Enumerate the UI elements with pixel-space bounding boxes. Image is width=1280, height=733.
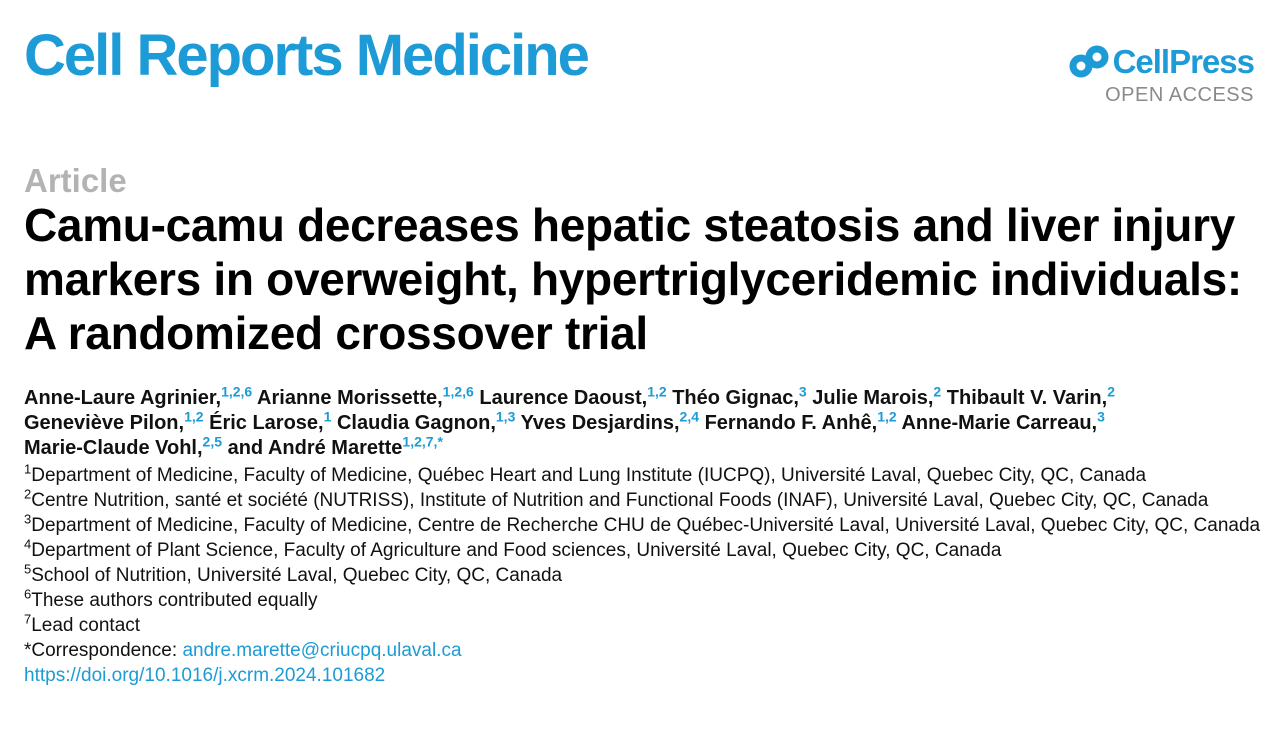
affiliation-number: 2 xyxy=(24,486,32,502)
affiliation-text: School of Nutrition, Université Laval, Quebec City, QC, Canada xyxy=(31,565,563,586)
author-name-text: Marie-Claude Vohl, xyxy=(24,437,203,459)
author-affiliation-marker[interactable]: 2,4 xyxy=(679,408,700,425)
author-affiliation-marker[interactable]: 1,2,7,* xyxy=(402,433,443,450)
affiliation-text: Centre Nutrition, santé et société (NUTRISS), Institute of Nutrition and Functional Foods (INAF), Université Laval, Quebec City, QC, Canada xyxy=(31,490,1209,511)
correspondence-email-link[interactable]: andre.marette@criucpq.ulaval.ca xyxy=(182,640,462,661)
author-affiliation-marker[interactable]: 1,2,6 xyxy=(221,383,253,400)
affiliation-item xyxy=(24,588,1264,613)
affiliation-number: 6 xyxy=(24,586,32,602)
author-name-text: Anne-Marie Carreau, xyxy=(901,412,1098,434)
author-affiliation-marker[interactable]: 3 xyxy=(798,383,807,400)
author-name-text: Théo Gignac, xyxy=(672,387,799,409)
open-access-label: OPEN ACCESS xyxy=(1105,84,1254,106)
affiliation-item xyxy=(24,613,1264,638)
author-name xyxy=(812,383,942,409)
author-name-text: Éric Larose, xyxy=(209,412,324,434)
article-title: Camu-camu decreases hepatic steatosis and liver injury markers in overweight, hypertriglyceridemic individuals: A randomized crossover trial xyxy=(24,199,1242,359)
affiliation-text: Department of Medicine, Faculty of Medicine, Québec Heart and Lung Institute (IUCPQ), Université Laval, Quebec City, QC, Canada xyxy=(31,465,1147,486)
author-affiliation-marker[interactable]: 1,3 xyxy=(495,408,516,425)
author-affiliation-marker[interactable]: 1,2,6 xyxy=(442,383,474,400)
author-name xyxy=(24,408,204,434)
cellpress-logo-icon xyxy=(1069,44,1113,80)
affiliation-item xyxy=(24,463,1264,488)
author-name xyxy=(227,433,443,459)
author-name xyxy=(209,408,332,434)
author-affiliation-marker[interactable]: 1,2 xyxy=(877,408,897,425)
publisher-block xyxy=(1044,42,1254,112)
affiliation-number: 3 xyxy=(24,511,32,527)
correspondence xyxy=(24,638,1264,663)
article-type: Article xyxy=(24,162,127,199)
author-name-text: Geneviève Pilon, xyxy=(24,412,185,434)
author-name-text: Claudia Gagnon, xyxy=(336,412,496,434)
author-affiliation-marker[interactable]: 1 xyxy=(323,408,332,425)
publisher-name: CellPress xyxy=(1112,43,1254,80)
author-name xyxy=(704,408,897,434)
affiliation-list xyxy=(24,463,1264,688)
affiliation-item xyxy=(24,538,1264,563)
author-affiliation-marker[interactable]: 3 xyxy=(1097,408,1105,425)
affiliation-item xyxy=(24,513,1264,538)
affiliation-number: 7 xyxy=(24,611,32,627)
author-name-text: Laurence Daoust, xyxy=(479,387,648,409)
author-name xyxy=(901,408,1105,434)
affiliation-text: These authors contributed equally xyxy=(31,590,318,611)
affiliation-text: Department of Plant Science, Faculty of Agriculture and Food sciences, Université Laval, Quebec City, QC, Canada xyxy=(31,540,1002,561)
author-name xyxy=(479,383,667,409)
doi-link[interactable]: https://doi.org/10.1016/j.xcrm.2024.101682 xyxy=(24,665,386,686)
author-name xyxy=(24,433,223,459)
author-name-text: Yves Desjardins, xyxy=(520,412,680,434)
author-name-text: and André Marette xyxy=(227,437,403,459)
affiliation-item xyxy=(24,488,1264,513)
author-name-text: Julie Marois, xyxy=(812,387,934,409)
author-affiliation-marker[interactable]: 2 xyxy=(1107,383,1115,400)
doi-line xyxy=(24,663,1264,688)
author-name xyxy=(672,383,807,409)
author-list xyxy=(24,383,1264,461)
journal-title: Cell Reports Medicine xyxy=(24,23,588,88)
author-affiliation-marker[interactable]: 1,2 xyxy=(647,383,667,400)
cellpress-logo xyxy=(1069,42,1254,82)
author-affiliation-marker[interactable]: 2,5 xyxy=(202,433,223,450)
author-name xyxy=(336,408,516,434)
affiliation-items xyxy=(24,463,1264,638)
affiliation-number: 1 xyxy=(24,461,32,477)
affiliation-item xyxy=(24,563,1264,588)
affiliation-number: 5 xyxy=(24,561,32,577)
correspondence-label: *Correspondence: xyxy=(24,640,183,661)
author-name xyxy=(946,383,1115,409)
author-name-text: Thibault V. Varin, xyxy=(946,387,1108,409)
affiliation-text: Department of Medicine, Faculty of Medicine, Centre de Recherche CHU de Québec-Université Laval, Université Laval, Quebec City, QC, Canada xyxy=(31,515,1261,536)
author-affiliation-marker[interactable]: 1,2 xyxy=(184,408,204,425)
affiliation-text: Lead contact xyxy=(31,615,141,636)
author-name-text: Fernando F. Anhê, xyxy=(704,412,878,434)
author-affiliation-marker[interactable]: 2 xyxy=(933,383,942,400)
author-name xyxy=(24,383,253,409)
author-name xyxy=(257,383,474,409)
author-name xyxy=(520,408,700,434)
affiliation-number: 4 xyxy=(24,536,32,552)
author-name-text: Anne-Laure Agrinier, xyxy=(24,387,222,409)
author-name-text: Arianne Morissette, xyxy=(257,387,443,409)
